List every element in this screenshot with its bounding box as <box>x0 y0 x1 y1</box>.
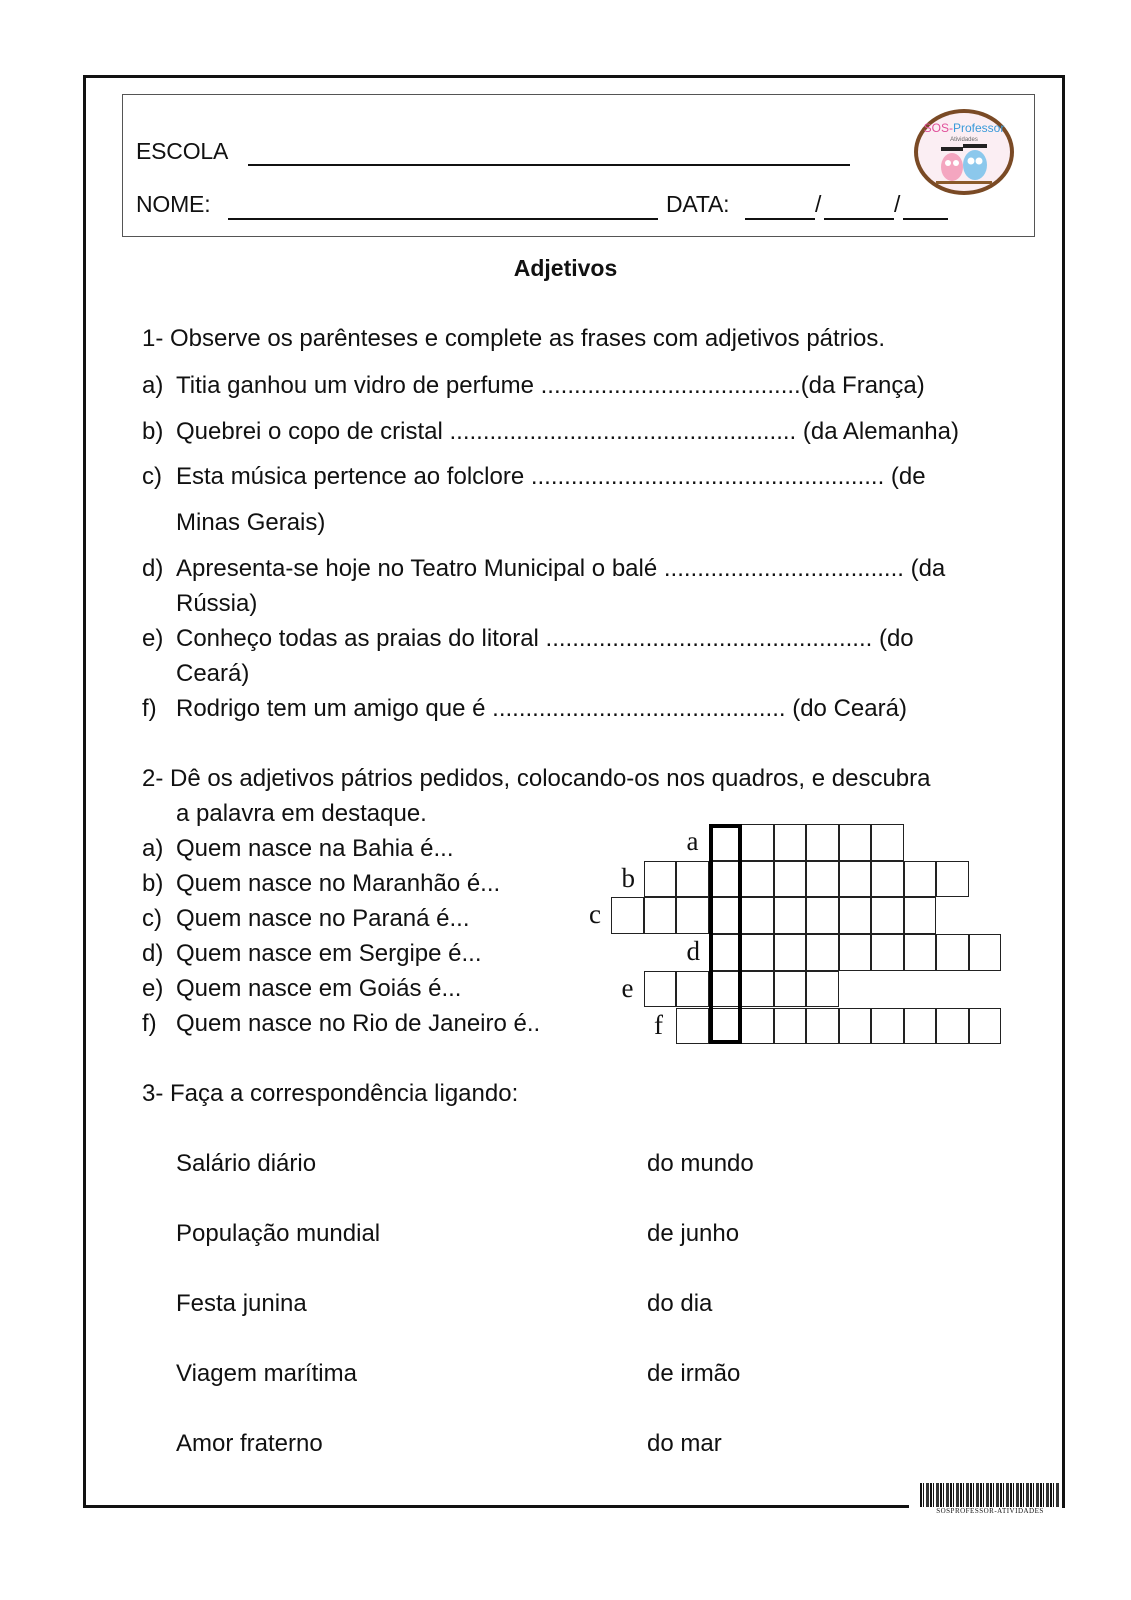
q2-item-a: a) Quem nasce na Bahia é... <box>142 835 454 862</box>
name-field[interactable] <box>228 218 658 220</box>
q1-item-e-cont: Ceará) <box>176 660 250 687</box>
match-left-item[interactable]: Festa junina <box>176 1290 307 1317</box>
school-field[interactable] <box>248 164 850 166</box>
crossword-cell[interactable] <box>644 971 677 1008</box>
crossword-row-letter: b <box>621 862 635 893</box>
crossword-cell[interactable] <box>741 1008 774 1045</box>
crossword-cell[interactable] <box>774 971 807 1008</box>
crossword-cell[interactable] <box>709 897 742 934</box>
q2-prompt-cont: a palavra em destaque. <box>176 800 427 827</box>
crossword-cell[interactable] <box>709 1008 742 1045</box>
crossword-cell[interactable] <box>709 824 742 861</box>
crossword-cell[interactable] <box>709 971 742 1008</box>
crossword-cell[interactable] <box>969 1008 1002 1045</box>
crossword-cell[interactable] <box>839 897 872 934</box>
crossword-row-letter: e <box>621 972 634 1003</box>
date-label: DATA: <box>666 191 730 217</box>
match-right-item[interactable]: de irmão <box>647 1360 741 1387</box>
crossword-row-letter: c <box>589 899 601 930</box>
page-title: Adjetivos <box>513 255 618 281</box>
crossword-cell[interactable] <box>904 934 937 971</box>
crossword-cell[interactable] <box>741 897 774 934</box>
crossword-cell[interactable] <box>871 1008 904 1045</box>
match-left-item[interactable]: População mundial <box>176 1220 381 1247</box>
svg-text:Atividades: Atividades <box>950 137 978 143</box>
q2-item-b: b) Quem nasce no Maranhão é... <box>142 870 501 897</box>
crossword-cell[interactable] <box>676 971 709 1008</box>
q1-item-d: d) Apresenta-se hoje no Teatro Municipal o balé .................................... (da <box>142 555 946 582</box>
q3-prompt: 3- Faça a correspondência ligando: <box>142 1080 519 1107</box>
q1-item-d-cont: Rússia) <box>176 590 258 617</box>
crossword-cell[interactable] <box>871 934 904 971</box>
q2-item-e: e) Quem nasce em Goiás é... <box>142 975 462 1002</box>
crossword-cell[interactable] <box>871 897 904 934</box>
crossword-cell[interactable] <box>839 824 872 861</box>
crossword-cell[interactable] <box>676 1008 709 1045</box>
match-left-item[interactable]: Viagem marítima <box>176 1360 357 1387</box>
crossword-cell[interactable] <box>644 897 677 934</box>
crossword-cell[interactable] <box>774 1008 807 1045</box>
q1-item-b: b) Quebrei o copo de cristal .................................................... (da Alemanha) <box>142 418 959 445</box>
crossword-cell[interactable] <box>806 934 839 971</box>
crossword-row-letter: d <box>686 936 700 967</box>
q2-item-c: c) Quem nasce no Paraná é... <box>142 905 470 932</box>
match-right-item[interactable]: do mundo <box>647 1150 754 1177</box>
svg-text:SOS-Professor: SOS-Professor <box>923 121 1005 135</box>
match-right-item[interactable]: de junho <box>647 1220 740 1247</box>
sos-professor-logo <box>912 107 1016 197</box>
crossword-cell[interactable] <box>709 861 742 898</box>
crossword-cell[interactable] <box>741 861 774 898</box>
school-label: ESCOLA <box>136 138 229 164</box>
crossword-cell[interactable] <box>806 897 839 934</box>
match-left-item[interactable]: Salário diário <box>176 1150 317 1177</box>
crossword-cell[interactable] <box>936 861 969 898</box>
owl-graduates-icon <box>912 107 1016 197</box>
match-right-item[interactable]: do mar <box>647 1430 722 1457</box>
crossword-cell[interactable] <box>774 897 807 934</box>
crossword-cell[interactable] <box>676 861 709 898</box>
crossword-cell[interactable] <box>741 971 774 1008</box>
crossword-cell[interactable] <box>969 934 1002 971</box>
q1-item-c: c) Esta música pertence ao folclore ..................................................... (de <box>142 463 926 490</box>
crossword-cell[interactable] <box>871 861 904 898</box>
crossword-cell[interactable] <box>839 934 872 971</box>
crossword-cell[interactable] <box>774 824 807 861</box>
barcode <box>920 1483 1060 1507</box>
q1-item-f: f) Rodrigo tem um amigo que é ............................................ (do Ceará) <box>142 695 907 722</box>
match-left-item[interactable]: Amor fraterno <box>176 1430 323 1457</box>
crossword-cell[interactable] <box>936 1008 969 1045</box>
q1-item-e: e) Conheço todas as praias do litoral ................................................. (do <box>142 625 914 652</box>
crossword-cell[interactable] <box>806 861 839 898</box>
crossword-cell[interactable] <box>806 824 839 861</box>
crossword-row-letter: f <box>654 1009 663 1040</box>
name-label: NOME: <box>136 191 211 217</box>
q1-item-c-cont: Minas Gerais) <box>176 509 326 536</box>
barcode-label: SOSPROFESSOR-ATIVIDADES <box>936 1507 1044 1515</box>
q2-item-d: d) Quem nasce em Sergipe é... <box>142 940 482 967</box>
q1-item-a: a) Titia ganhou um vidro de perfume .......................................(da França) <box>142 372 925 399</box>
crossword-cell[interactable] <box>936 934 969 971</box>
date-year-field[interactable] <box>903 218 948 220</box>
q2-item-f: f) Quem nasce no Rio de Janeiro é.. <box>142 1010 541 1037</box>
crossword-cell[interactable] <box>806 1008 839 1045</box>
crossword-cell[interactable] <box>676 897 709 934</box>
crossword-cell[interactable] <box>741 824 774 861</box>
crossword-row-letter: a <box>686 826 699 856</box>
crossword-cell[interactable] <box>774 934 807 971</box>
crossword-cell[interactable] <box>839 861 872 898</box>
crossword-cell[interactable] <box>709 934 742 971</box>
crossword-cell[interactable] <box>904 897 937 934</box>
date-separator: / <box>894 191 901 217</box>
q1-prompt: 1- Observe os parênteses e complete as frases com adjetivos pátrios. <box>142 325 886 352</box>
crossword-cell[interactable] <box>871 824 904 861</box>
crossword-cell[interactable] <box>774 861 807 898</box>
crossword-cell[interactable] <box>644 861 677 898</box>
page-border-bottom <box>83 1505 909 1508</box>
crossword-cell[interactable] <box>611 897 644 934</box>
crossword-cell[interactable] <box>839 1008 872 1045</box>
match-right-item[interactable]: do dia <box>647 1290 713 1317</box>
q2-prompt: 2- Dê os adjetivos pátrios pedidos, colocando-os nos quadros, e descubra <box>142 765 931 792</box>
crossword-cell[interactable] <box>741 934 774 971</box>
crossword-cell[interactable] <box>904 861 937 898</box>
page-border-tail <box>1062 1498 1065 1508</box>
date-month-field[interactable] <box>824 218 894 220</box>
date-day-field[interactable] <box>745 218 815 220</box>
crossword-cell[interactable] <box>904 1008 937 1045</box>
crossword-cell[interactable] <box>806 971 839 1008</box>
date-separator: / <box>815 191 822 217</box>
